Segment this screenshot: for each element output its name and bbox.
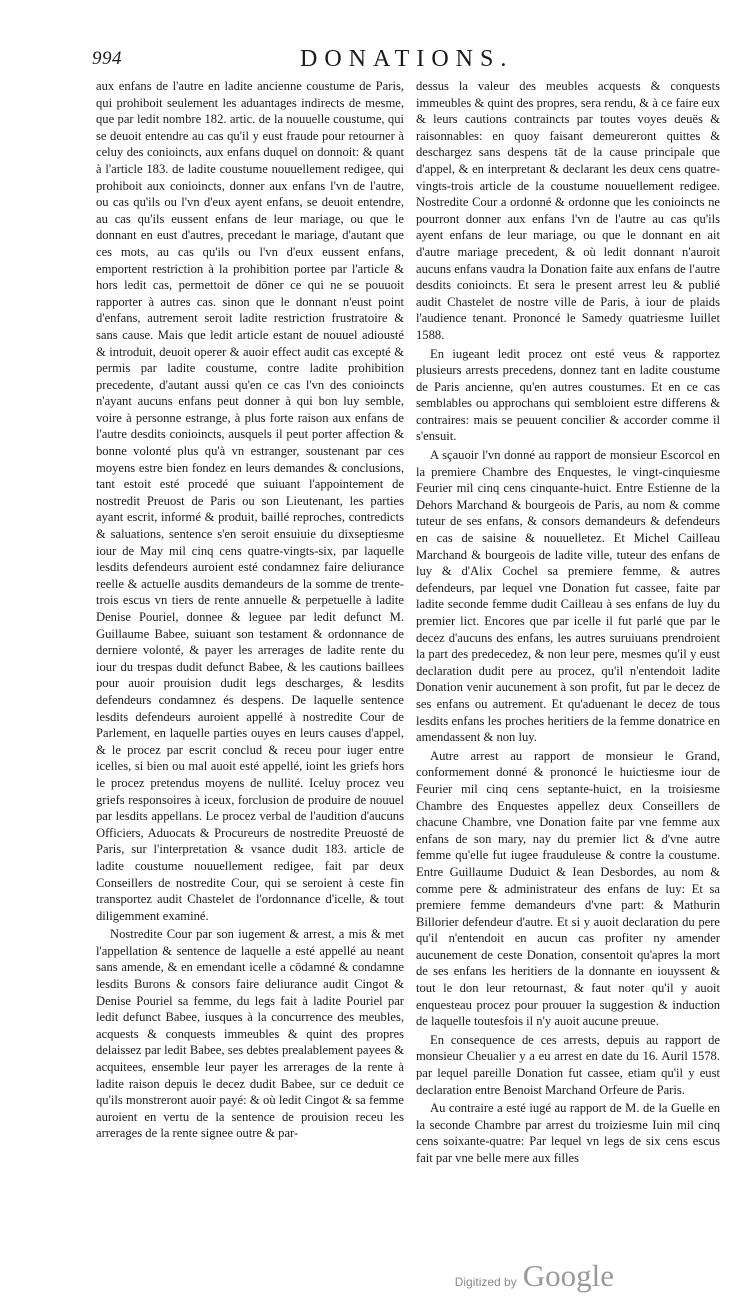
paragraph: En consequence de ces arrests, depuis au rapport de monsieur Cheualier y a eu arrest en date du 16. Auril 1578. par lequel pareille Donation fut cassee, etiam qu'il y eust declaration entre Benoist Marchand Orfeure de Paris. — [416, 1032, 720, 1097]
google-logo: Google — [522, 1258, 614, 1293]
paragraph: dessus la valeur des meubles acquests & conquests immeubles & quint des propres, sera rendu, & à ce faire eux & leurs cautions contraincts par toutes voyes deuës & raisonnables: en quoy faisant demeureront quittes & deschargez sans despens tāt de la cause principale que d'appel, & en interpretant & declarant les deux cens quatre-vingts-trois article de la coustume nouuellement redigee. Nostredite Cour a ordonné & ordonne que les conioincts ne pourront donner aux enfans l'vn de l'autre au cas qu'ils ayent enfans de leur mariage, ou que le donnant en ait d'autre mariage precedent, & où ledit donnant n'auroit aucuns enfans vaudra la Donation faite aux enfans de l'autre desdits conioincts. Et sera le present arrest leu & publié audit Chastelet de nostre ville de Paris, à iour de plaids l'audience tenant. Prononcé le Samedy quatriesme Iuillet 1588. — [416, 79, 720, 342]
paragraph: aux enfans de l'autre en ladite ancienne coustume de Paris, qui prohiboit seulement les aduantages indirects de mesme, que par ledit nombre 182. artic. de la nouuelle coustume, qui se deuoit entendre au cas qu'il y eust fraude pour retourner à celuy des conioincts, aux enfans duquel on donnoit: & quant à l'article 183. de ladite coustume nouuellement redigee, qui prohiboit aux conioincts, donner aux enfans l'vn de l'autre, ou cas qu'ils ou l'vn d'eux ayent enfans, se deuoit entendre, au cas qu'ils eussent enfans de leur mariage, ou que le donnant en eust d'autres, precedant le mariage, d'autant que ces mots, au cas qu'ils ou l'vn d'eux eussent enfans, emportent restriction à la prohibition portee par l'article & hors ledit cas, permettoit de dōner ce qui ne se pouuoit rapporter à autres cas. sinon que le donnant n'eust point d'enfans, autrement seroit ladite restriction frustratoire & sans cause. Mais que ledit article estant de nouuel adiousté & introduit, deuoit operer & auoir effect audit cas excepté & permis par ladite coustume, contre ladite prohibition precedente, d'autant aussi qu'en ce cas l'vn des conioincts n'ayant aucuns enfans peut donner à qui bon luy semble, voire à personne estrange, à plus forte raison aux enfans de l'autre desdits conioincts, ausquels il peut porter affection & bonne volonté plus qu'à vn estranger, soustenant par ces moyens estre bien fondez en leurs demandes & conclusions, tant estoit esté procedé que suiuant l'appointement de nostredit Preuost de Paris ou son Lieutenant, les parties ayant escrit, informé & produit, baillé reproches, contredicts & saluations, sentence s'en seroit ensuiuie du dixseptiesme iour de May mil cinq cens quatre-vingts-six, par laquelle lesdits defendeurs auroient esté condamnez faire deliurance reelle & actuelle ausdits demandeurs de la somme de trente-trois escus vn tiers de rente annuelle & perpetuelle à ladite Denise Pouriel, donnee & leguee par ledit defunct M. Guillaume Babee, suiuant son testament & ordonnance de derniere volonté, & payer les arrerages de ladite rente du iour du trespas dudit defunct Babee, & les cautions baillees pour auoir prouision dudit legs descharges, & lesdits defendeurs condamnez és despens. De laquelle sentence lesdits defendeurs auroient appellé à nostredite Cour de Parlement, en laquelle parties ouyes en leurs causes d'appel, & le procez par escrit conclud & receu pour iuger entre icelles, si bien ou mal auoit esté appellé, ioint les griefs hors le procez pretendus moyens de nullité. Iceluy procez veu griefs responsoires à iceux, forclusion de produire de nouuel par lesdits appellans. Le procez verbal de l'audition d'aucuns Officiers, Aduocats & Procureurs de nostredite Preuosté de Paris, sur l'interpretation & vsance dudit 183. article de ladite coustume nouuellement redigee, fait par deux Conseillers de nostredite Cour, qui se seroient à ceste fin transportez audit Chastelet de l'ordonnance d'icelle, & tout diligemment examiné. — [96, 79, 404, 923]
paragraph: En iugeant ledit procez ont esté veus & rapportez plusieurs arrests precedens, donnez tant en ladite coustume de Paris ancienne, qu'en autres coustumes. Et en ce cas semblables ou approchans qui sembloient estre differens & contraires: mais se peuuent concilier & accorder comme il s'ensuit. — [416, 346, 720, 444]
running-head: DONATIONS. — [300, 46, 514, 72]
paragraph: Nostredite Cour par son iugement & arrest, a mis & met l'appellation & sentence de laquelle a esté appellé au neant sans amende, & en emendant icelle a cōdamné & condamne lesdits Burons & consors faire deliurance audit Cingot & Denise Pouriel sa femme, du legs fait à ladite Pouriel par ledit defunct Babee, iusques à la concurrence des meubles, acquests & conquests immeubles & quint des propres delaissez par ledit Babee, ses debtes prealablement payees & acquitees, ensemble leur payer les arrerages de la rente à ladite raison depuis le decez dudit Babee, sur ce deduit ce qu'ils monstreront auoir payé: & où ledit Cingot & sa femme auroient en vertu de la sentence de prouision receu les arrerages de la rente signee outre & par- — [96, 927, 404, 1141]
paragraph: A sçauoir l'vn donné au rapport de monsieur Escorcol en la premiere Chambre des Enquestes, le vingt-cinquiesme Feurier mil cinq cens cinquante-huict. Entre Estienne de la Dehors Marchand & bourgeois de Paris, au nom & comme tuteur de ses enfans, & consors demandeurs & defendeurs en cas de saisine & nouuelletez. Et Michel Cailleau Marchand & bourgeois de ladite ville, tuteur des enfans de luy & d'Alix Cochel sa premiere femme, & autres defendeurs, par lequel vne Donation fut cassee, faite par ladite seconde femme dudit Cailleau à ses enfans de luy du premier lict. Encores que par icelle il fut parlé que par le decez d'aucuns des enfans, les autres suruiuans prendroient la part des predecedez, & non leur pere, mesmes qu'il y eust declaration dudit pere au procez, qu'il n'entendoit ladite Donation venir aucunement à son profit, fut par le decez de ses enfans ou autrement. Et qu'aduenant le decez de tous lesdits enfans les proches heritiers de la femme donatrice en amendassent & non luy. — [416, 448, 720, 745]
digitized-by-label: Digitized by — [454, 1275, 517, 1289]
digitization-watermark — [455, 1258, 614, 1294]
paragraph: Au contraire a esté iugé au rapport de M. de la Guelle en la seconde Chambre par arrest du troiziesme Iuin mil cinq cens soixante-quatre: Par lequel vn legs de six cens escus fait par vne belle mere aux filles — [416, 1101, 720, 1165]
right-column — [416, 78, 720, 1243]
left-column — [96, 78, 404, 1168]
page-number: 994 — [92, 48, 122, 69]
paragraph: Autre arrest au rapport de monsieur le Grand, conformement donné & prononcé le huictiesme iour de Feurier mil cinq cens septante-huict, en la troisiesme Chambre des Enquestes appellez deux Conseillers de chacune Chambre, vne Donation faite par vne femme aux enfans de son mary, nay du premier lict & d'vne autre femme qu'elle fut iugee frauduleuse & contre la coustume. Entre Guillaume Duduict & Iean Desbordes, au nom & comme pere & administrateur des enfans de luy: Et sa premiere femme demandeurs d'vne part: & Mathurin Billorier defendeur d'autre. Et si y auoit declaration du pere qu'il n'entendoit en aucun cas profiter ny amender aucunement de ceste Donation, consentoit qu'apres la mort de ses enfans les heritiers de la donnante en iouyssent & tout le don leur retournast, & faut noter qu'il y auoit enquesteau procez pour prouuer la suggestion & induction de laquelle toutesfois il n'y auoit aucune preuue. — [416, 748, 720, 1029]
